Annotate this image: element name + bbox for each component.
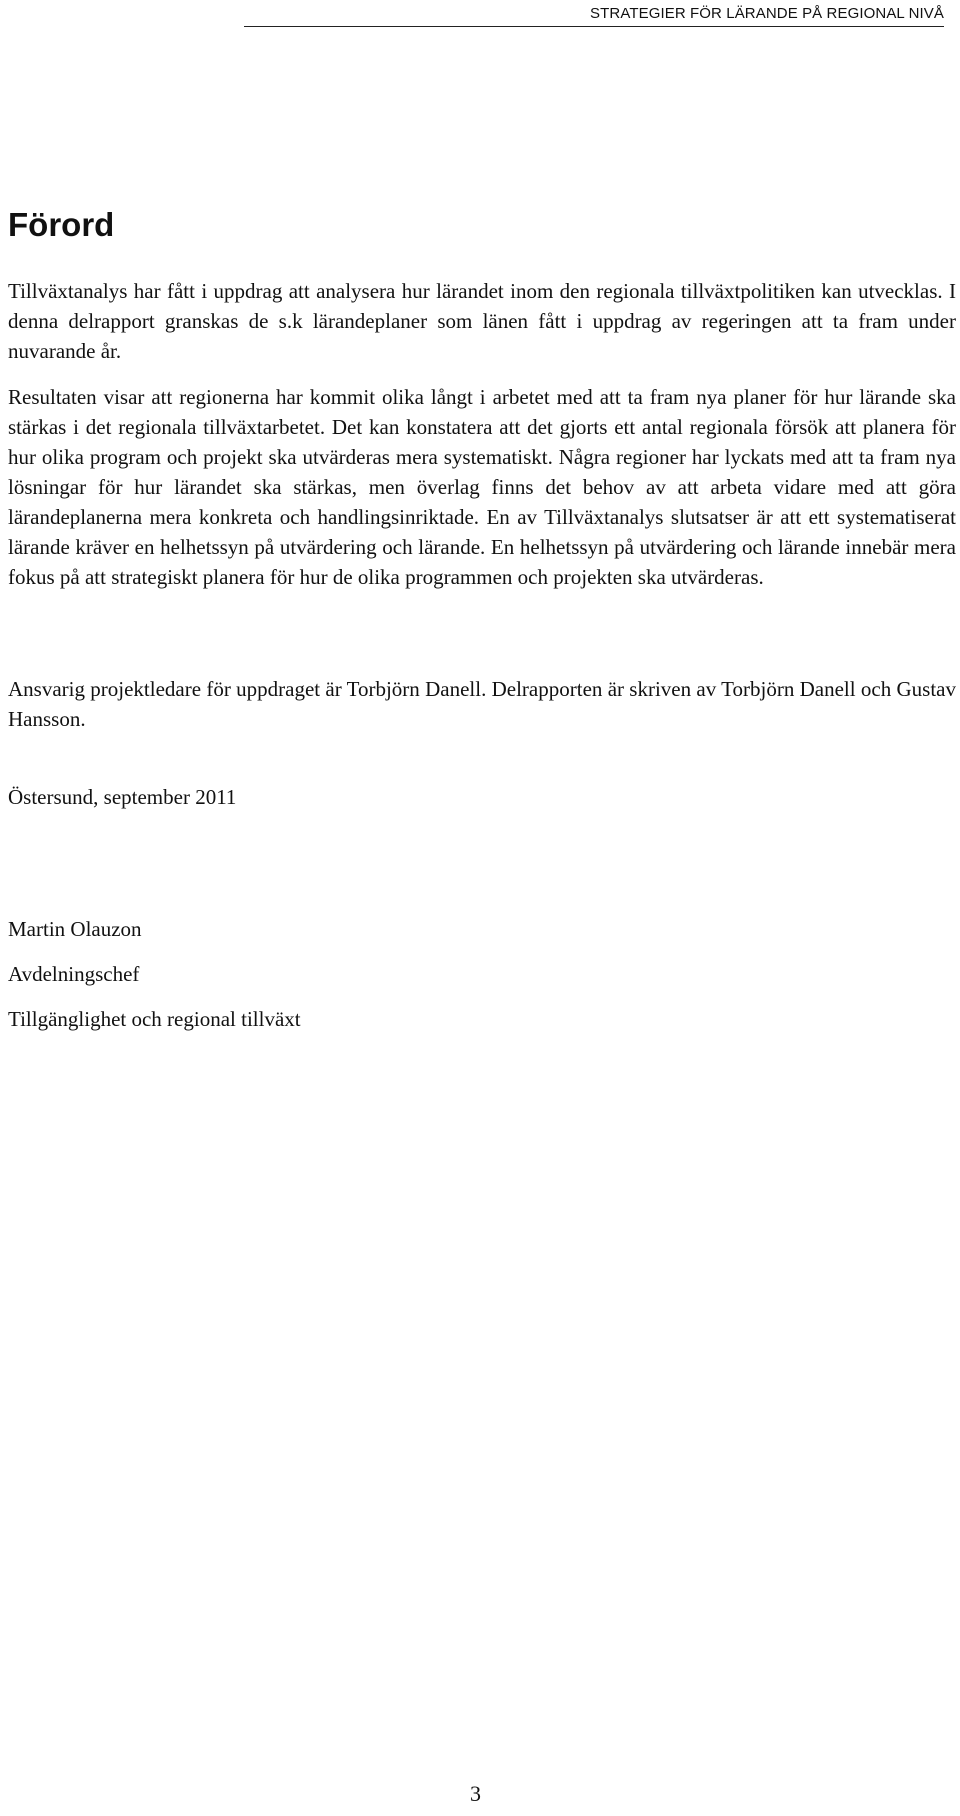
signatory-role: Avdelningschef (8, 962, 140, 986)
foreword-paragraph-3: Ansvarig projektledare för uppdraget är Torbjörn Danell. Delrapporten är skriven av Torbjörn Danell och Gustav Hansson. (8, 677, 956, 731)
page-number: 3 (470, 1781, 481, 1806)
foreword-paragraph-1: Tillväxtanalys har fått i uppdrag att analysera hur lärandet inom den regionala tillväxtpolitiken kan utvecklas. I denna delrapport granskas de s.k lärandeplaner som länen fått i uppdrag av regeringen att ta fram under nuvarande år. (8, 279, 956, 363)
running-header: STRATEGIER FÖR LÄRANDE PÅ REGIONAL NIVÅ (244, 5, 944, 27)
place-and-date: Östersund, september 2011 (8, 785, 237, 809)
signatory-name: Martin Olauzon (8, 917, 142, 941)
foreword-paragraph-2: Resultaten visar att regionerna har kommit olika långt i arbetet med att ta fram nya planer för hur lärande ska stärkas i det regionala tillväxtarbetet. Det kan konstatera att det gjorts ett antal regionala försök att planera för hur olika program och projekt ska utvärderas mera systematiskt. Några regioner har lyckats med att ta fram nya lösningar för hur lärandet ska stärkas, men överlag finns det behov av att arbeta vidare med att göra lärandeplanerna mera konkreta och handlingsinriktade. En av Tillväxtanalys slutsatser är att ett systematiserat lärande kräver en helhetssyn på utvärdering och lärande. En helhetssyn på utvärdering och lärande innebär mera fokus på att strategiskt planera för hur de olika programmen och projekten ska utvärderas. (8, 385, 956, 589)
page-title: Förord (8, 206, 115, 243)
signatory-department: Tillgänglighet och regional tillväxt (8, 1007, 301, 1031)
